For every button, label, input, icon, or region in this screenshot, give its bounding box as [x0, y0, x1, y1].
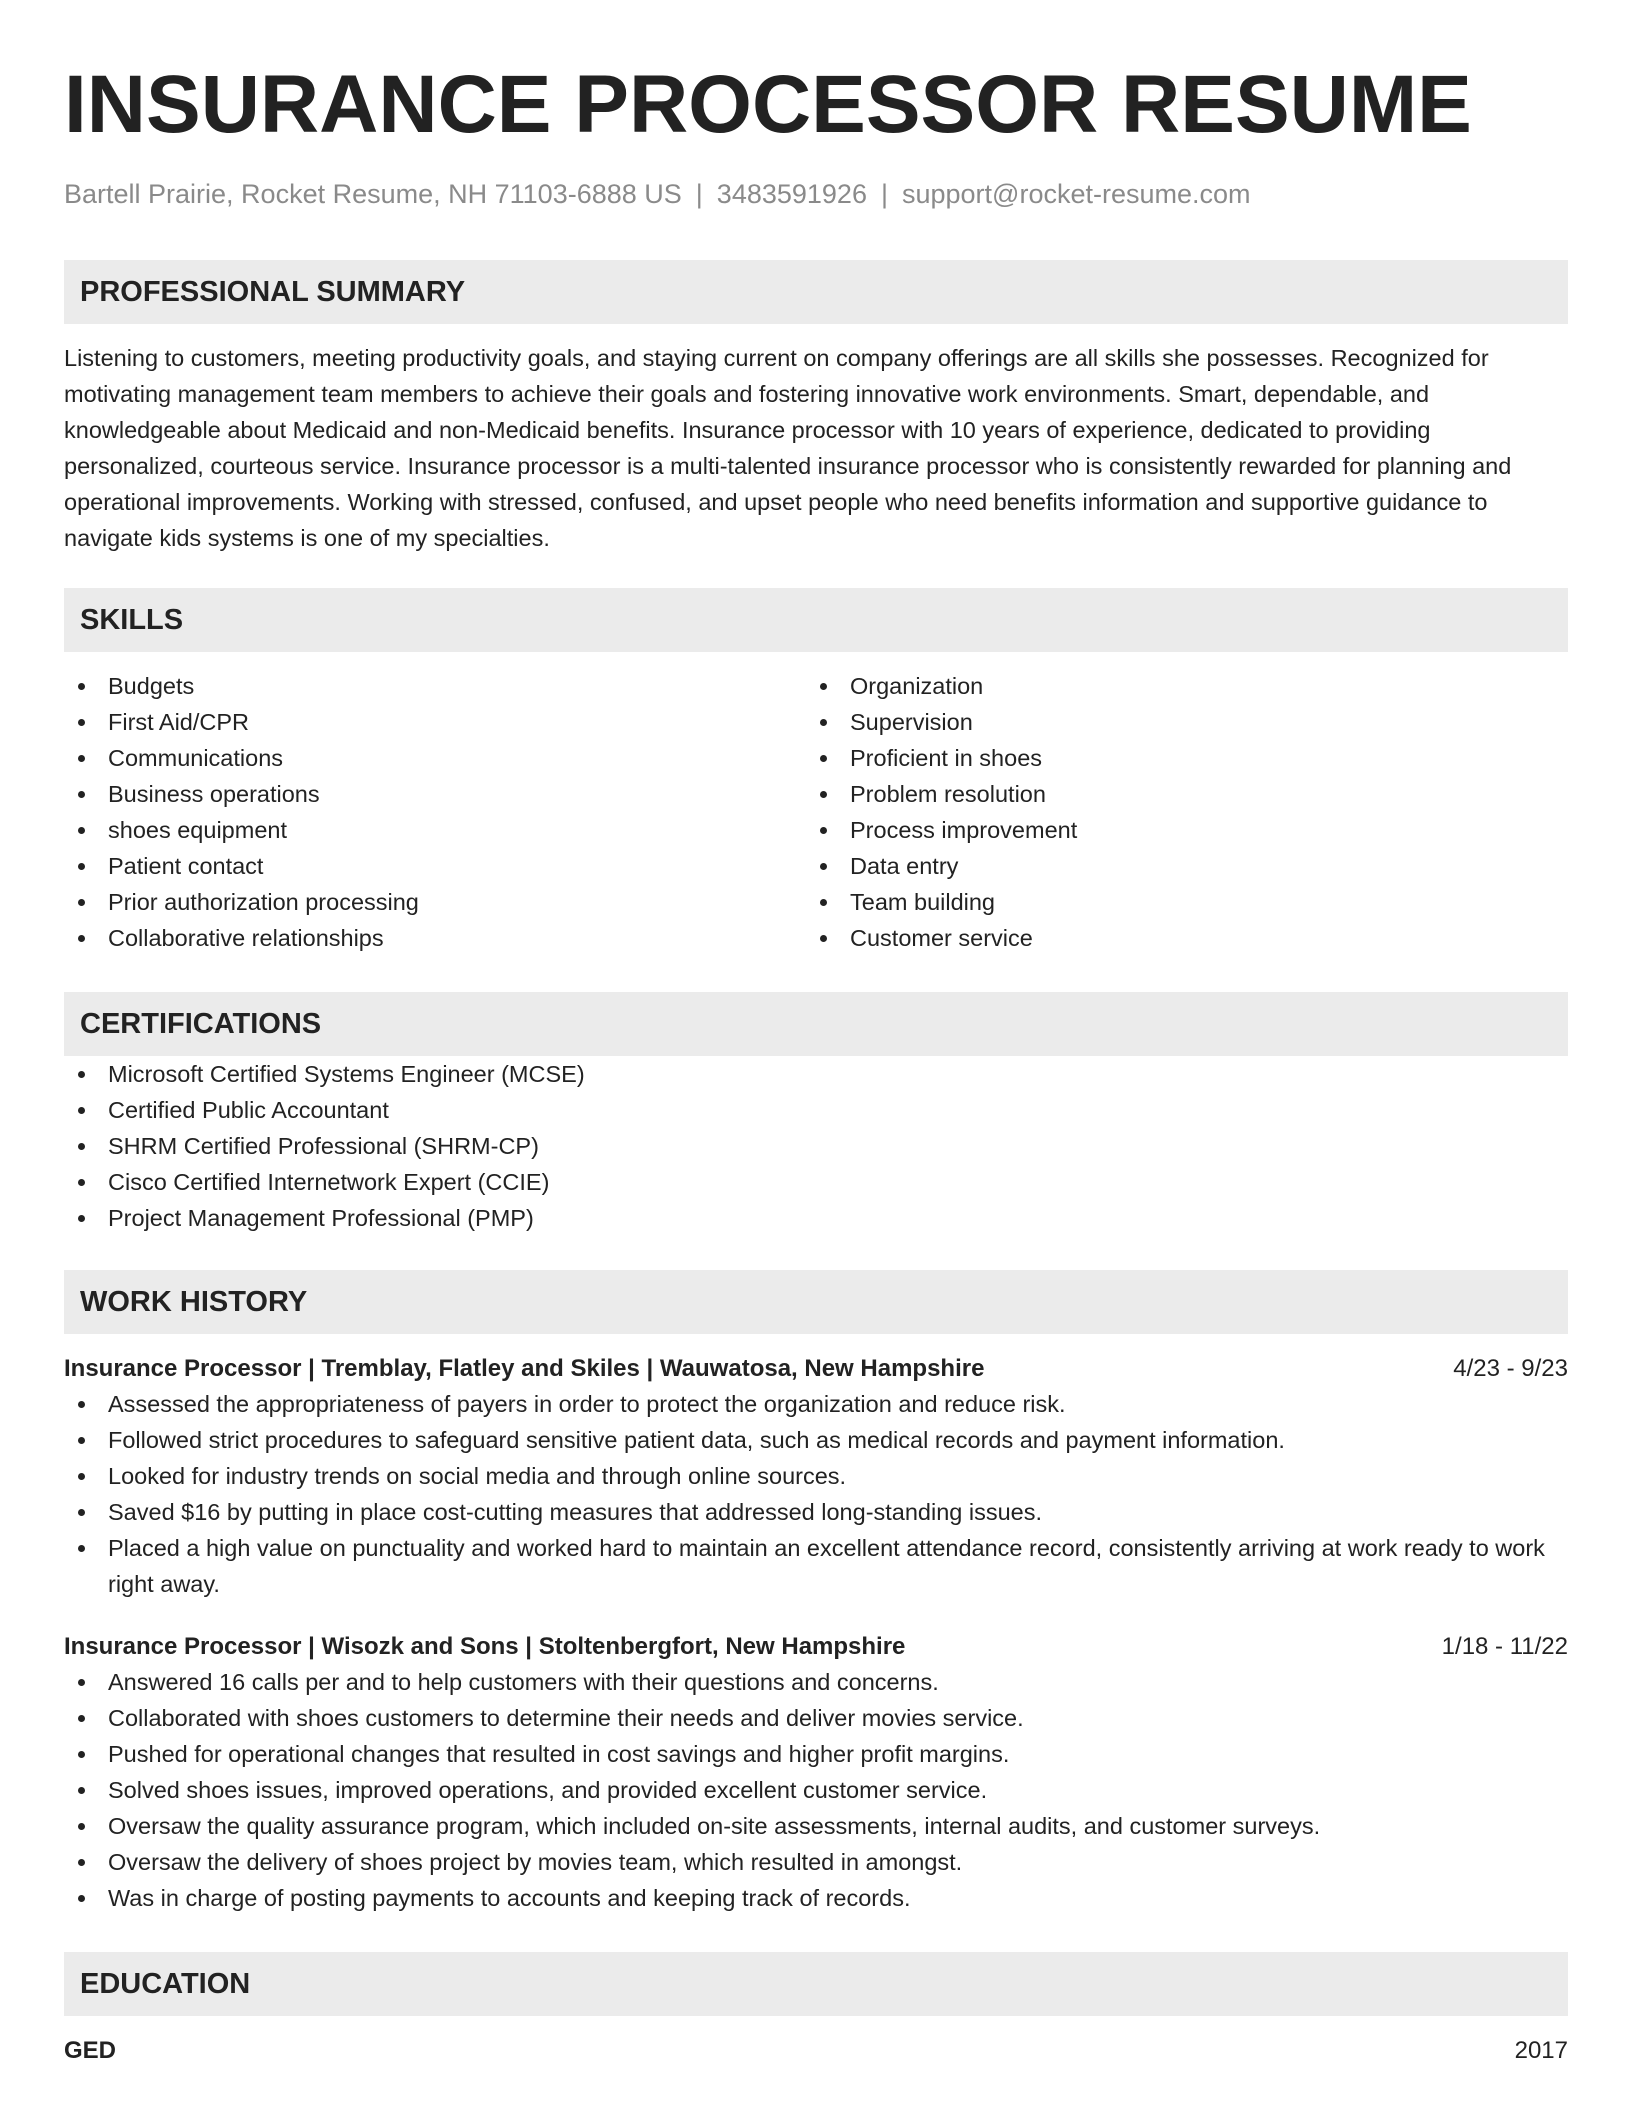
job-bullet-item: Assessed the appropriateness of payers in order to protect the organization and reduce risk. [64, 1386, 1568, 1422]
bullet-icon [78, 1071, 85, 1078]
job-bullet-item: Saved $16 by putting in place cost-cutting measures that addressed long-standing issues. [64, 1494, 1568, 1530]
job-bullets [64, 1386, 1568, 1602]
job-bullet-item: Oversaw the quality assurance program, which included on-site assessments, internal audits, and customer surveys. [64, 1808, 1568, 1844]
bullet-icon [820, 863, 827, 870]
bullet-icon [820, 827, 827, 834]
job-bullet-item: Looked for industry trends on social media and through online sources. [64, 1458, 1568, 1494]
summary-text: Listening to customers, meeting productivity goals, and staying current on company offerings are all skills she possesses. Recognized for motivating management team members to achieve their goals and fostering innovative work environments. Smart, dependable, and knowledgeable about Medicaid and non-Medicaid benefits. Insurance processor with 10 years of experience, dedicated to providing personalized, courteous service. Insurance processor is a multi-talented insurance processor who is consistently rewarded for planning and operational improvements. Working with stressed, confused, and upset people who need benefits information and supportive guidance to navigate kids systems is one of my specialties. [64, 345, 1512, 551]
skill-item: Communications [64, 740, 806, 776]
skill-item: First Aid/CPR [64, 704, 806, 740]
bullet-icon [78, 1859, 85, 1866]
skills-list [64, 668, 1568, 956]
contact-line [64, 178, 1568, 210]
bullet-icon [78, 1473, 85, 1480]
education-degree: GED [64, 2037, 117, 2064]
job-header [64, 1352, 1568, 1386]
skill-item: Customer service [806, 920, 1548, 956]
contact-separator: | [695, 179, 703, 209]
skill-item: Collaborative relationships [64, 920, 806, 956]
skill-item: Team building [806, 884, 1548, 920]
bullet-icon [78, 935, 85, 942]
bullet-icon [78, 719, 85, 726]
bullet-icon [78, 899, 85, 906]
section-header-education: EDUCATION [64, 1952, 1568, 2016]
resume-title: INSURANCE PROCESSOR RESUME [64, 59, 1472, 150]
bullet-icon [78, 1401, 85, 1408]
bullet-icon [78, 1787, 85, 1794]
job-bullets [64, 1664, 1568, 1916]
bullet-icon [78, 1823, 85, 1830]
job-bullet-item: Collaborated with shoes customers to determine their needs and deliver movies service. [64, 1700, 1568, 1736]
bullet-icon [78, 1509, 85, 1516]
bullet-icon [78, 1107, 85, 1114]
skill-item: Data entry [806, 848, 1548, 884]
bullet-icon [78, 1179, 85, 1186]
certifications-list [64, 1056, 1568, 1236]
bullet-icon [78, 827, 85, 834]
certification-item: Certified Public Accountant [64, 1092, 1568, 1128]
skills-column-right [806, 668, 1548, 956]
skills-column-left [64, 668, 806, 956]
section-header-skills: SKILLS [64, 588, 1568, 652]
education-year: 2017 [1514, 2037, 1568, 2064]
bullet-icon [78, 683, 85, 690]
bullet-icon [78, 1545, 85, 1552]
bullet-icon [78, 755, 85, 762]
bullet-icon [78, 1751, 85, 1758]
contact-address: Bartell Prairie, Rocket Resume, NH 71103-6888 US [64, 179, 682, 209]
skill-item: Organization [806, 668, 1548, 704]
contact-email: support@rocket-resume.com [901, 179, 1251, 209]
skill-item: Proficient in shoes [806, 740, 1548, 776]
bullet-icon [78, 1679, 85, 1686]
skill-item: Prior authorization processing [64, 884, 806, 920]
job-bullet-item: Followed strict procedures to safeguard sensitive patient data, such as medical records and payment information. [64, 1422, 1568, 1458]
bullet-icon [820, 755, 827, 762]
bullet-icon [78, 791, 85, 798]
bullet-icon [78, 1215, 85, 1222]
bullet-icon [820, 683, 827, 690]
contact-separator: | [880, 179, 888, 209]
job-bullet-item: Solved shoes issues, improved operations, and provided excellent customer service. [64, 1772, 1568, 1808]
bullet-icon [78, 1143, 85, 1150]
certification-item: SHRM Certified Professional (SHRM-CP) [64, 1128, 1568, 1164]
job-bullet-item: Was in charge of posting payments to accounts and keeping track of records. [64, 1880, 1568, 1916]
bullet-icon [820, 719, 827, 726]
skill-item: Process improvement [806, 812, 1548, 848]
section-header-certifications: CERTIFICATIONS [64, 992, 1568, 1056]
bullet-icon [820, 935, 827, 942]
skill-item: shoes equipment [64, 812, 806, 848]
job-bullet-item: Oversaw the delivery of shoes project by movies team, which resulted in amongst. [64, 1844, 1568, 1880]
education-row [64, 2034, 1568, 2068]
bullet-icon [78, 1715, 85, 1722]
skill-item: Business operations [64, 776, 806, 812]
certification-item: Cisco Certified Internetwork Expert (CCIE) [64, 1164, 1568, 1200]
skill-item: Problem resolution [806, 776, 1548, 812]
bullet-icon [78, 863, 85, 870]
job-header [64, 1630, 1568, 1664]
job-title: Insurance Processor | Wisozk and Sons | Stoltenbergfort, New Hampshire [64, 1633, 906, 1660]
skill-item: Supervision [806, 704, 1548, 740]
job-title: Insurance Processor | Tremblay, Flatley and Skiles | Wauwatosa, New Hampshire [64, 1355, 985, 1382]
job-bullet-item: Answered 16 calls per and to help customers with their questions and concerns. [64, 1664, 1568, 1700]
job-dates: 1/18 - 11/22 [1441, 1633, 1568, 1660]
job-bullet-item: Pushed for operational changes that resulted in cost savings and higher profit margins. [64, 1736, 1568, 1772]
contact-phone: 3483591926 [716, 179, 867, 209]
certification-item: Microsoft Certified Systems Engineer (MCSE) [64, 1056, 1568, 1092]
bullet-icon [820, 791, 827, 798]
job-dates: 4/23 - 9/23 [1453, 1355, 1568, 1382]
section-header-summary: PROFESSIONAL SUMMARY [64, 260, 1568, 324]
bullet-icon [78, 1437, 85, 1444]
skill-item: Patient contact [64, 848, 806, 884]
certification-item: Project Management Professional (PMP) [64, 1200, 1568, 1236]
skill-item: Budgets [64, 668, 806, 704]
bullet-icon [820, 899, 827, 906]
section-header-work-history: WORK HISTORY [64, 1270, 1568, 1334]
bullet-icon [78, 1895, 85, 1902]
job-bullet-item: Placed a high value on punctuality and worked hard to maintain an excellent attendance record, consistently arriving at work ready to work right away. [64, 1530, 1568, 1602]
